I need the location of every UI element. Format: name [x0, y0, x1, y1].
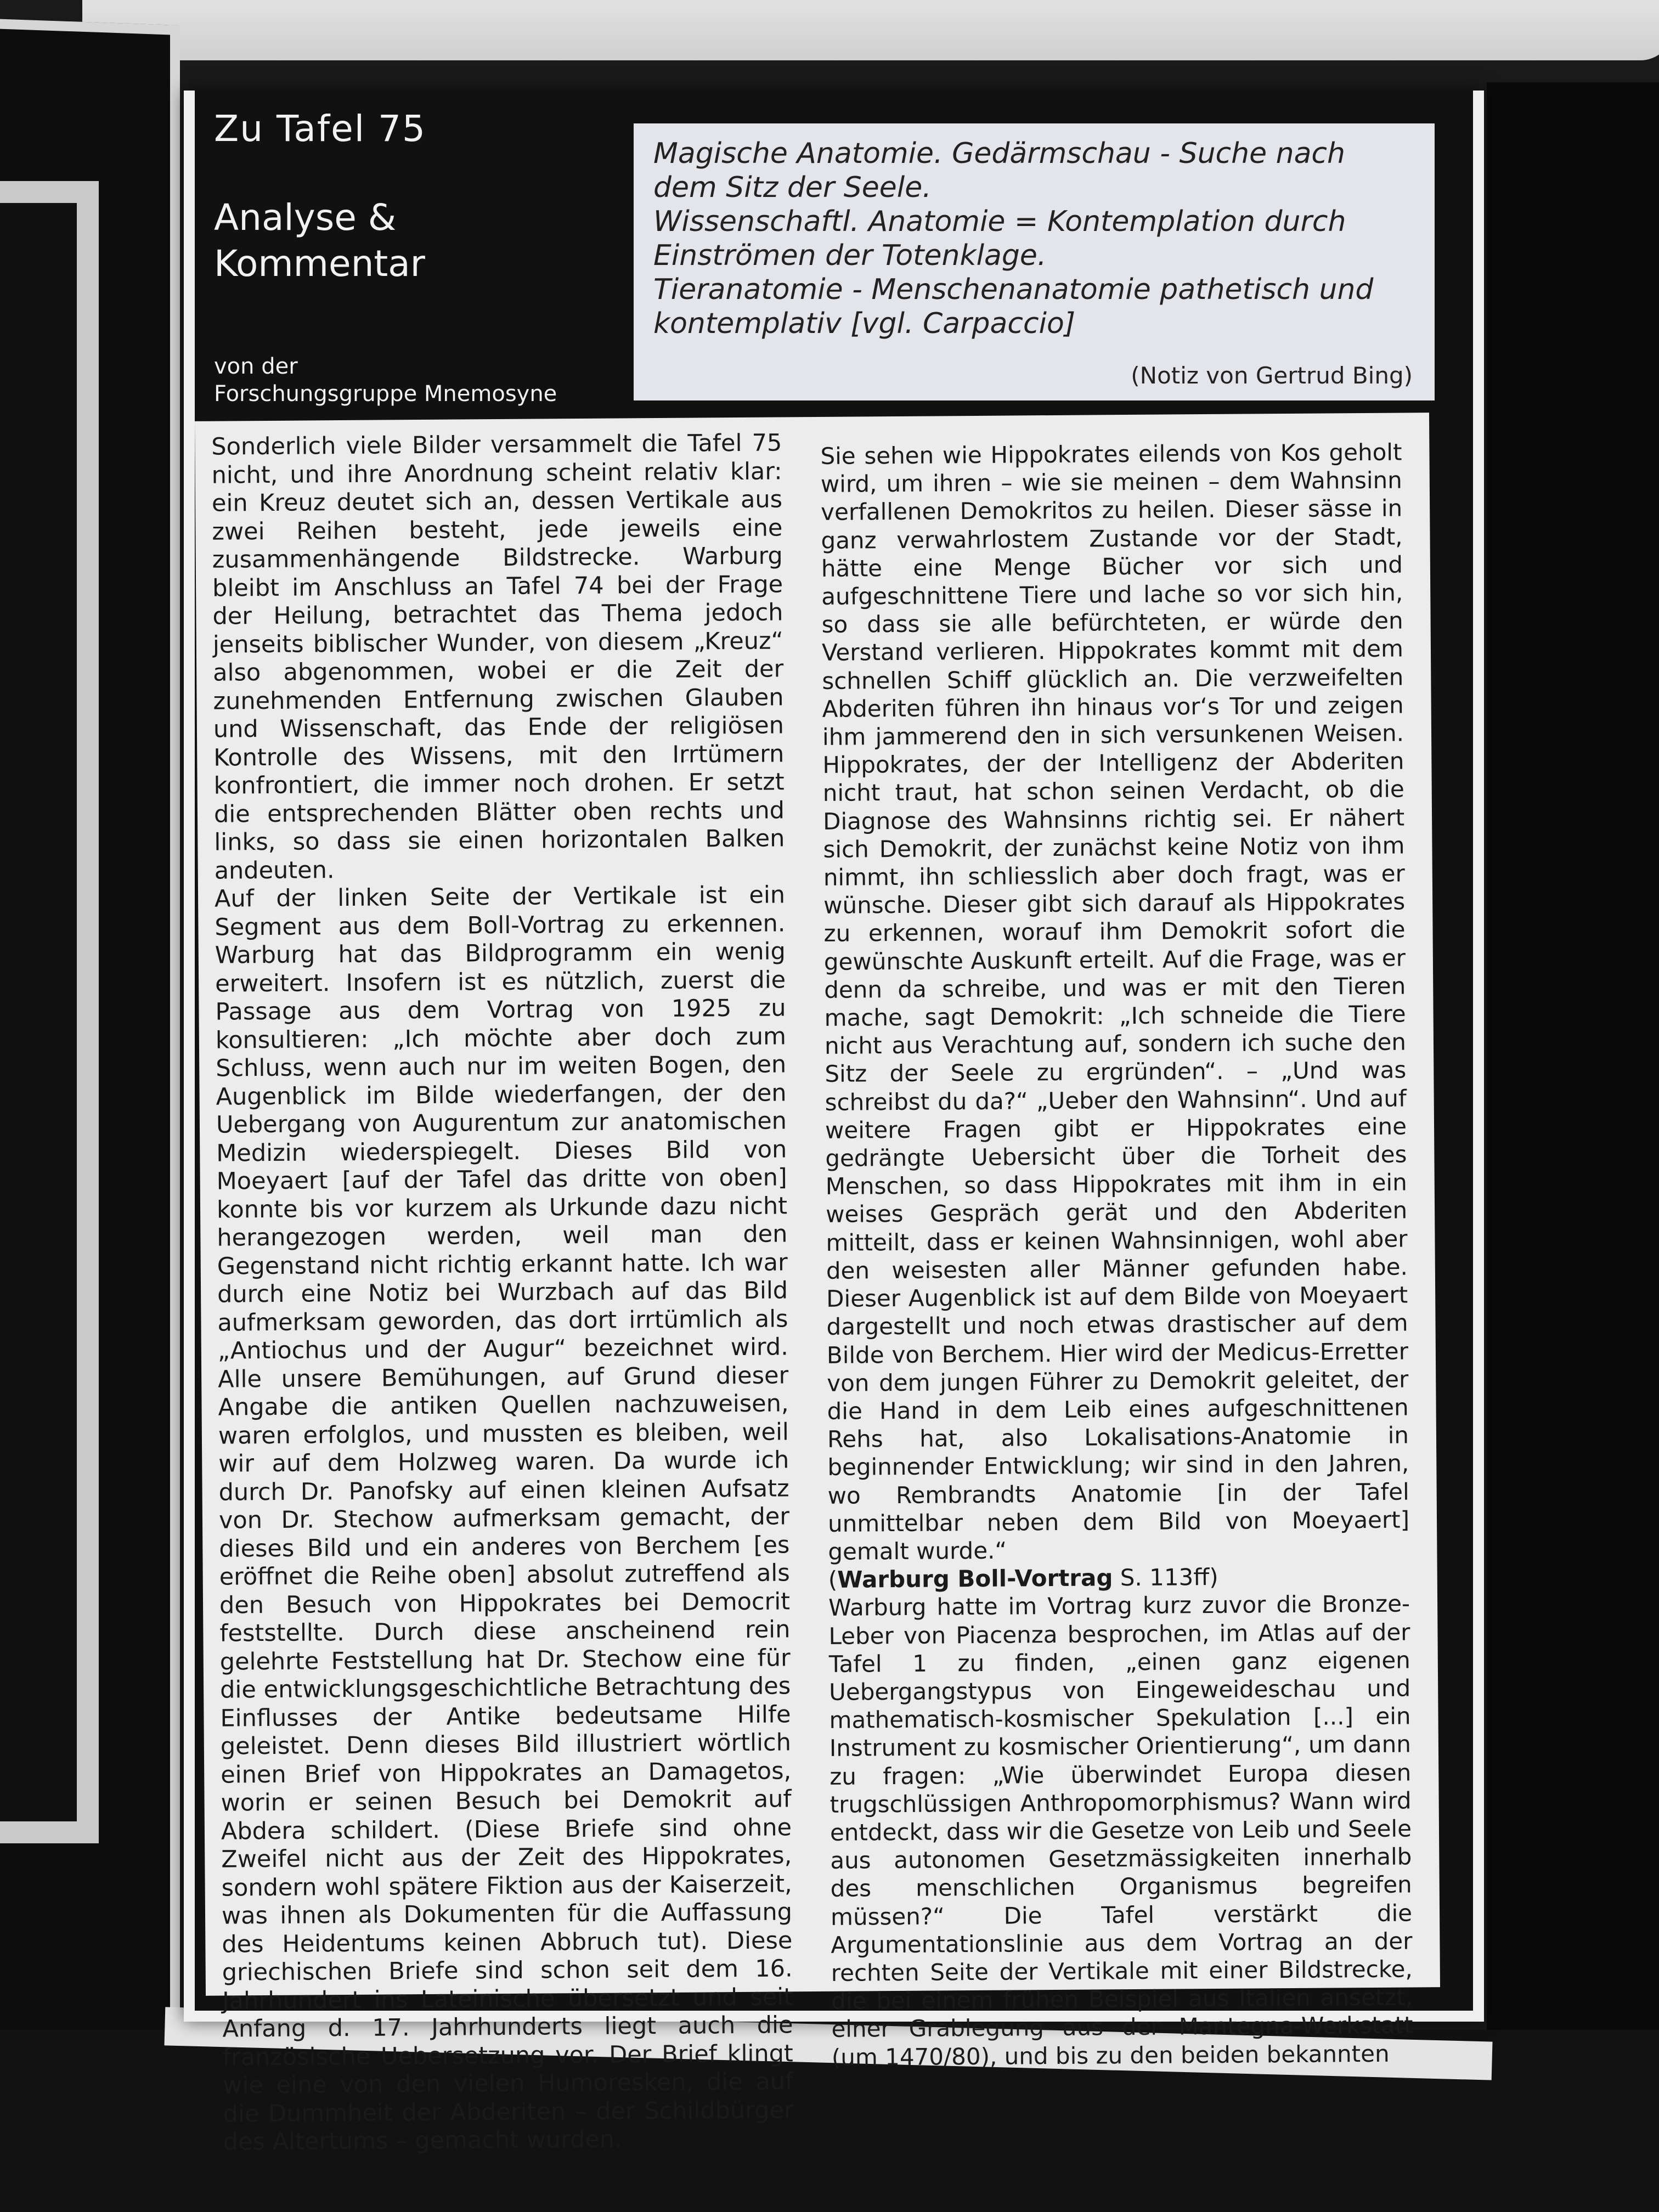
body-text-box	[195, 413, 1440, 2156]
citation-source: Warburg Boll-Vortrag	[837, 1564, 1113, 1593]
page-header	[214, 107, 557, 408]
plate-title: Zu Tafel 75	[214, 108, 426, 150]
section-title: Analyse & Kommentar	[214, 196, 425, 285]
left-column	[211, 429, 794, 2157]
right-background	[1487, 82, 1659, 2057]
citation-open: (	[828, 1566, 838, 1594]
right-paragraph-2: Warburg hatte im Vortrag kurz zuvor die Bronze-Leber von Piacenza besprochen, im Atlas auf der Tafel 1 zu finden, „einen ganz eigenen Uebergangstypus von Eingeweideschau und mathematisch-kosmischer Spekulation [...] ein Instrument zu kosmischer Orientierung“, um dann zu fragen: „Wie überwindet Europa diesen trugschlüssigen Anthropomorphismus? Wann wird entdeckt, dass wir die Gesetze von Leib und Seele aus autonomen Gesetzmässigkeiten innerhalb des menschlichen Organismus begreifen müssen?“ Die Tafel verstärkt die Argumentationslinie aus dem Vortrag an der rechten Seite der Vertikale mit einer Bildstrecke, die bei einem frühen Beispiel aus Italien ansetzt, einer Grablegung aus der Mantegna-Werkstatt (um 1470/80), und bis zu den beiden bekannten	[828, 1590, 1413, 2071]
citation-page: S. 113ff)	[1113, 1564, 1218, 1592]
right-paragraph-1: Sie sehen wie Hippokrates eilends von Kos geholt wird, um ihren – wie sie meinen – dem Wahnsinn verfallenen Demokritos zu heilen. Dieser sässe in ganz verwahrlostem Zustande vor der Stadt, hätte eine Menge Bücher vor sich und aufgeschnittene Tiere und lache so vor sich hin, so dass sie alle befürchteten, er würde den Verstand verlieren. Hippokrates kommt mit dem schnellen Schiff glücklich an. Die verzweifelten Abderiten führen ihn hinaus vor‘s Tor und zeigen ihm jammerend den in sich versunkenen Weisen. Hippokrates, der der Intelligenz der Abderiten nicht traut, hat schon seinen Verdacht, ob die Diagnose des Wahnsinns richtig sei. Er nähert sich Demokrit, der zunächst keine Notiz von ihm nimmt, ihn schliesslich aber doch fragt, was er wünsche. Dieser gibt sich darauf als Hippokrates zu erkennen, worauf ihm Demokrit sofort die gewünschte Auskunft erteilt. Auf die Frage, was er denn da schreibe, und was er mit den Tieren mache, sagt Demokrit: „Ich schneide die Tiere nicht aus Verachtung auf, sondern ich suche den Sitz der Seele zu ergründen“. – „Und was schreibst du da?“ „Ueber den Wahnsinn“. Und auf weitere Fragen gibt er Hippokrates eine gedrängte Uebersicht über die Torheit des Menschen, so dass Hippokrates mit ihm in ein weises Gespräch gerät und den Abderiten mitteilt, dass er keinen Wahnsinnigen, wohl aber den weisesten aller Männer gefunden habe. Dieser Augenblick ist auf dem Bilde von Moeyaert dargestellt und noch etwas drastischer auf dem Bilde von Berchem. Hier wird der Medicus-Erretter von dem jungen Führer zu Demokrit geleitet, der die Hand in dem Leib eines aufgeschnittenen Rehs hat, also Lokalisations-Anatomie in beginnender Entwicklung; wir sind in den Jahren, wo Rembrandts Anatomie [in der Tafel unmittelbar neben dem Bild von Moeyaert] gemalt wurde.“	[820, 438, 1410, 1565]
note-line-1: Magische Anatomie. Gedärmschau - Suche nach dem Sitz der Seele.	[653, 137, 1345, 204]
note-source: (Notiz von Gertrud Bing)	[1131, 362, 1413, 389]
background-object	[82, 0, 1659, 60]
right-column	[820, 438, 1413, 2072]
citation	[828, 1562, 1410, 1594]
note-line-3: Tieranatomie - Menschenanatomie pathetisch und kontemplativ [vgl. Carpaccio]	[653, 273, 1374, 340]
document-page	[184, 91, 1484, 2156]
byline-prefix: von der	[214, 354, 298, 379]
note-line-2: Wissenschaftl. Anatomie = Kontemplation durch Einströmen der Totenklage.	[653, 205, 1346, 272]
byline	[214, 353, 557, 408]
left-page-frame	[0, 181, 99, 1843]
left-paragraph-2: Auf der linken Seite der Vertikale ist ein Segment aus dem Boll-Vortrag zu erkennen. Warburg hat das Bildprogramm ein wenig erweitert. Insofern ist es nützlich, zuerst die Passage aus dem Vortrag von 1925 zu konsultieren: „Ich möchte aber doch zum Schluss, wenn auch nur im weiten Bogen, den Augenblick im Bilde wiederfangen, der den Uebergang von Augurentum zur anatomischen Medizin wiederspiegelt. Dieses Bild von Moeyaert [auf der Tafel das dritte von oben] konnte bis vor kurzem als Urkunde dazu nicht herangezogen werden, weil man den Gegenstand nicht richtig erkannt hatte. Ich war durch eine Notiz bei Wurzbach auf das Bild aufmerksam geworden, das dort irrtümlich als „Antiochus und der Augur“ bezeichnet wird. Alle unsere Bemühungen, auf Grund dieser Angabe die antiken Quellen nachzuweisen, waren erfolglos, und mussten es bleiben, weil wir auf dem Holzweg waren. Da wurde ich durch Dr. Panofsky auf einen kleinen Aufsatz von Dr. Stechow aufmerksam gemacht, der dieses Bild und ein anderes von Berchem [es eröffnet die Reihe oben] absolut zutreffend als den Besuch von Hippokrates bei Democrit feststellte. Durch diese anscheinend rein gelehrte Feststellung hat Dr. Stechow eine für die entwicklungsgeschichtliche Betrachtung des Einflusses der Antike bedeutsame Hilfe geleistet. Denn dieses Bild illustriert wörtlich einen Brief von Hippokrates an Damagetos, worin er seinen Besuch bei Demokrit auf Abdera schildert. (Diese Briefe sind ohne Zweifel nicht aus der Zeit des Hippokrates, sondern wohl spätere Fiktion aus der Kaiserzeit, was ihnen als Dokumenten für die Auffassung des Heidentums keinen Abbruch tut). Diese griechischen Briefe sind schon seit dem 16. Jahrhundert ins Lateinische übersetzt und seit Anfang d. 17. Jahrhunderts liegt auch die französische Uebersetzung vor. Der Brief klingt wie eine von den vielen Humoresken, die auf die Dummheit der Abderiten – der Schildbürger des Altertums – gemacht wurden.	[214, 881, 794, 2156]
note-box	[634, 123, 1435, 400]
page-black-background	[195, 91, 1473, 2156]
left-paragraph-1: Sonderlich viele Bilder versammelt die Tafel 75 nicht, und ihre Anordnung scheint relativ klar: ein Kreuz deutet sich an, dessen Vertikale aus zwei Reihen besteht, jede jeweils eine zusammenhängende Bildstrecke. Warburg bleibt im Anschluss an Tafel 74 bei der Frage der Heilung, betrachtet das Thema jedoch jenseits biblischer Wunder, von diesem „Kreuz“ also abgenommen, wobei er die Zeit der zunehmenden Entfernung zwischen Glauben und Wissenschaft, das Ende der religiösen Kontrolle des Wissens, mit den Irrtümern konfrontiert, die immer noch drohen. Er setzt die entsprechenden Blätter oben rechts und links, so dass sie einen horizontalen Balken andeuten.	[211, 429, 785, 885]
byline-group: Forschungsgruppe Mnemosyne	[214, 381, 557, 407]
